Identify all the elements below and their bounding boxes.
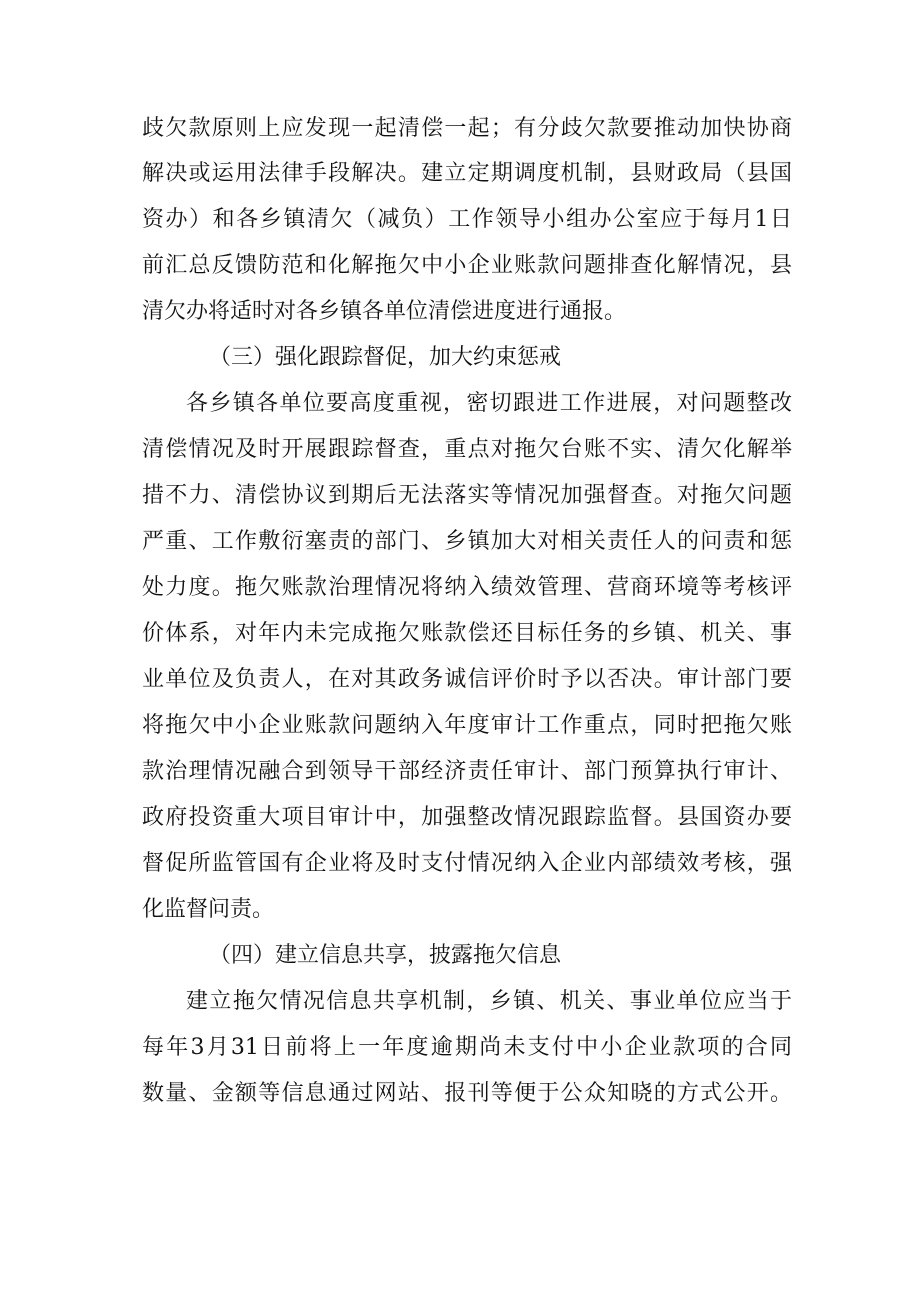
paragraph-line: 每年3月31日前将上一年度逾期尚未支付中小企业款项的合同	[142, 1035, 792, 1060]
paragraph-line: 各乡镇各单位要高度重视，密切跟进工作进展，对问题整改	[186, 391, 792, 416]
paragraph-line: 资办）和各乡镇清欠（减负）工作领导小组办公室应于每月1日	[142, 207, 792, 232]
paragraph-line: 措不力、清偿协议到期后无法落实等情况加强督查。对拖欠问题	[142, 483, 792, 508]
paragraph-line: 清欠办将适时对各乡镇各单位清偿进度进行通报。	[142, 299, 627, 324]
paragraph-line: 前汇总反馈防范和化解拖欠中小企业账款问题排查化解情况，县	[142, 253, 792, 278]
paragraph-line: 清偿情况及时开展跟踪督查，重点对拖欠台账不实、清欠化解举	[142, 437, 792, 462]
paragraph-line: 建立拖欠情况信息共享机制，乡镇、机关、事业单位应当于	[186, 989, 792, 1014]
paragraph-line: 严重、工作敷衍塞责的部门、乡镇加大对相关责任人的问责和惩	[142, 529, 792, 554]
paragraph-line: 化监督问责。	[142, 897, 275, 922]
paragraph-line: 解决或运用法律手段解决。建立定期调度机制，县财政局（县国	[142, 161, 792, 186]
section-heading-4: （四）建立信息共享，披露拖欠信息	[209, 943, 562, 968]
paragraph-line: 价体系，对年内未完成拖欠账款偿还目标任务的乡镇、机关、事	[142, 621, 792, 646]
paragraph-line: 处力度。拖欠账款治理情况将纳入绩效管理、营商环境等考核评	[142, 575, 792, 600]
paragraph-line: 歧欠款原则上应发现一起清偿一起；有分歧欠款要推动加快协商	[142, 116, 792, 141]
paragraph-line: 数量、金额等信息通过网站、报刊等便于公众知晓的方式公开。	[142, 1081, 792, 1106]
paragraph-line: 督促所监管国有企业将及时支付情况纳入企业内部绩效考核，强	[142, 851, 792, 876]
paragraph-line: 款治理情况融合到领导干部经济责任审计、部门预算执行审计、	[142, 759, 792, 784]
paragraph-line: 业单位及负责人，在对其政务诚信评价时予以否决。审计部门要	[142, 667, 792, 692]
section-heading-3: （三）强化跟踪督促，加大约束惩戒	[209, 345, 562, 370]
paragraph-line: 政府投资重大项目审计中，加强整改情况跟踪监督。县国资办要	[142, 805, 792, 830]
paragraph-line: 将拖欠中小企业账款问题纳入年度审计工作重点，同时把拖欠账	[142, 713, 792, 738]
